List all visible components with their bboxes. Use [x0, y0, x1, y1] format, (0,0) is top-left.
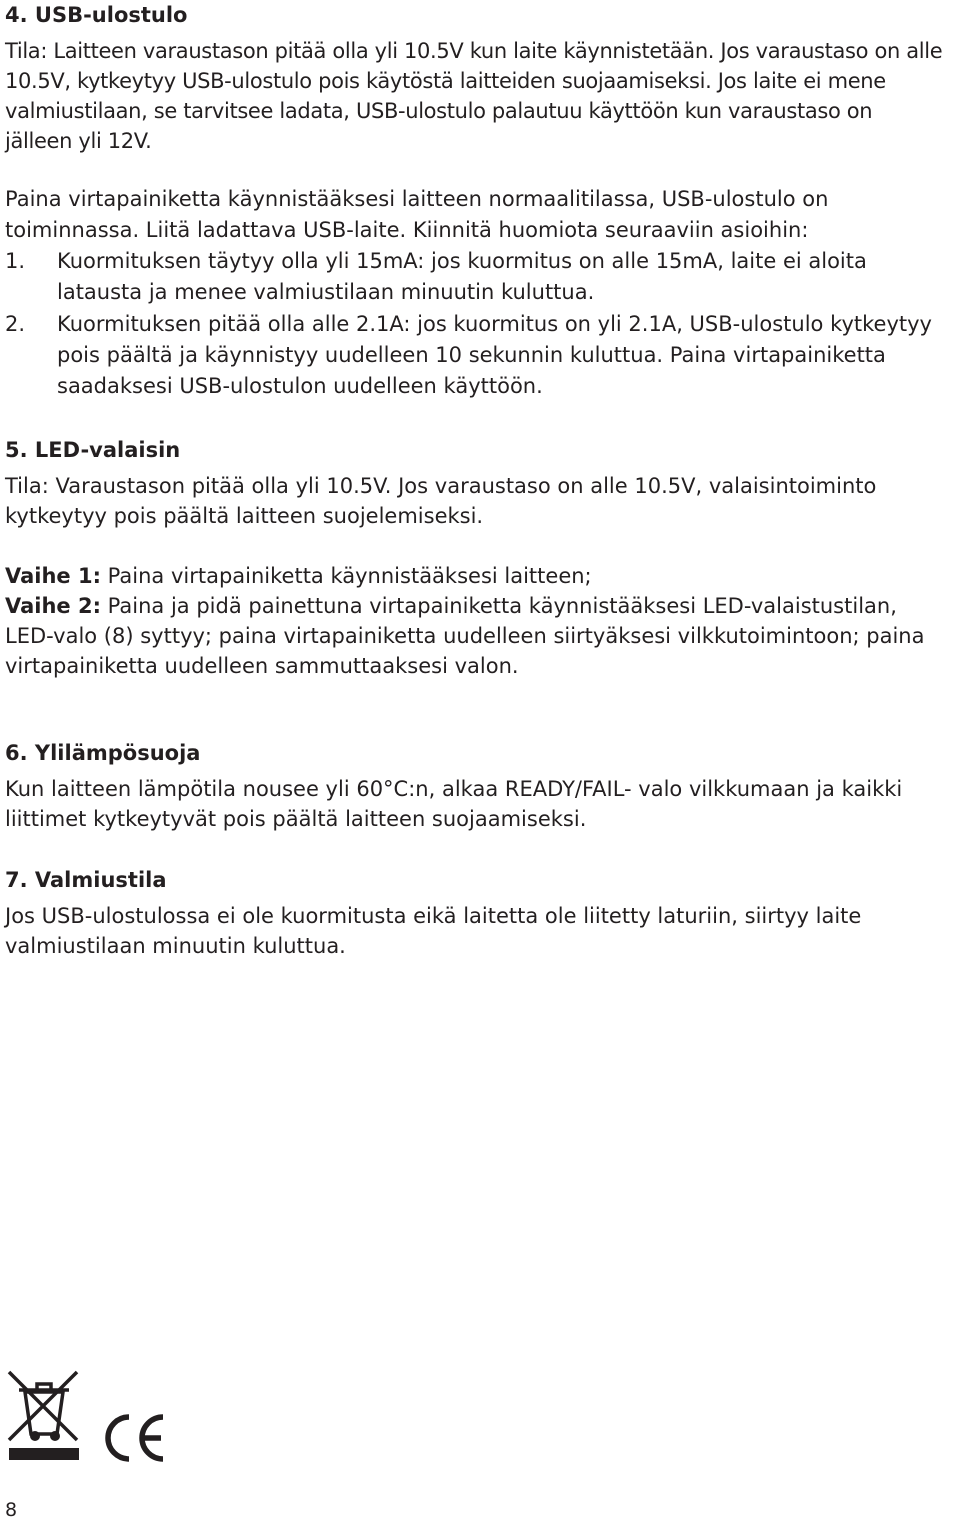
section-heading-usb: 4. USB-ulostulo [5, 3, 188, 27]
led-steps-paragraph [5, 561, 945, 681]
section-heading-overheat: 6. Ylilämpösuoja [5, 741, 201, 765]
list-item-text: Kuormituksen pitää olla alle 2.1A: jos kuormitus on yli 2.1A, USB-ulostulo kytkeytyy pois päältä ja käynnistyy uudelleen 10 sekunnin kuluttua. Paina virtapainiketta saadaksesi USB-ulostulon uudelleen käyttöön. [57, 312, 932, 398]
weee-crossed-bin-icon [5, 1368, 83, 1464]
section-heading-led: 5. LED-valaisin [5, 438, 181, 462]
section-heading-standby: 7. Valmiustila [5, 868, 167, 892]
step1-text: Paina virtapainiketta käynnistääksesi laitteen; [101, 564, 592, 588]
usb-instructions-paragraph: Paina virtapainiketta käynnistääksesi laitteen normaalitilassa, USB-ulostulo on toiminnassa. Liitä ladattava USB-laite. Kiinnitä huomiota seuraaviin asioihin: [5, 187, 829, 242]
standby-paragraph: Jos USB-ulostulossa ei ole kuormitusta eikä laitetta ole liitetty laturiin, siirtyy laite valmiustilaan minuutin kuluttua. [5, 904, 862, 958]
step1-label: Vaihe 1: [5, 564, 101, 588]
step2-label: Vaihe 2: [5, 594, 101, 618]
overheat-paragraph: Kun laitteen lämpötila nousee yli 60°C:n, alkaa READY/FAIL- valo vilkkumaan ja kaikki liittimet kytkeytyvät pois päältä laitteen suojaamiseksi. [5, 777, 903, 831]
list-item [5, 309, 945, 402]
step2-text: Paina ja pidä painettuna virtapainiketta käynnistääksesi LED-valaistustilan, LED-valo (8) syttyy; paina virtapainiketta uudelleen siirtyäksesi vilkkutoimintoon; paina virtapainiketta uudelleen sammuttaaksesi valon. [5, 594, 925, 678]
list-item [5, 246, 945, 308]
led-status-paragraph: Tila: Varaustason pitää olla yli 10.5V. Jos varaustaso on alle 10.5V, valaisintoiminto kytkeytyy pois päältä laitteen suojelemiseksi. [5, 474, 877, 528]
list-item-number: 1. [5, 249, 26, 273]
page-number: 8 [5, 1499, 18, 1521]
ce-mark-icon [99, 1412, 169, 1464]
list-item-text: Kuormituksen täytyy olla yli 15mA: jos kuormitus on alle 15mA, laite ei aloita latausta ja menee valmiustilaan minuutin kuluttua. [57, 249, 867, 304]
usb-status-paragraph: Tila: Laitteen varaustason pitää olla yli 10.5V kun laite käynnistetään. Jos varaustaso on alle 10.5V, kytkeytyy USB-ulostulo pois käytöstä laitteiden suojaamiseksi. Jos laite ei mene valmiustilaan, se tarvitsee ladata, USB-ulostulo palautuu käyttöön kun varaustaso on jälleen yli 12V. [5, 39, 943, 153]
list-item-number: 2. [5, 312, 26, 336]
